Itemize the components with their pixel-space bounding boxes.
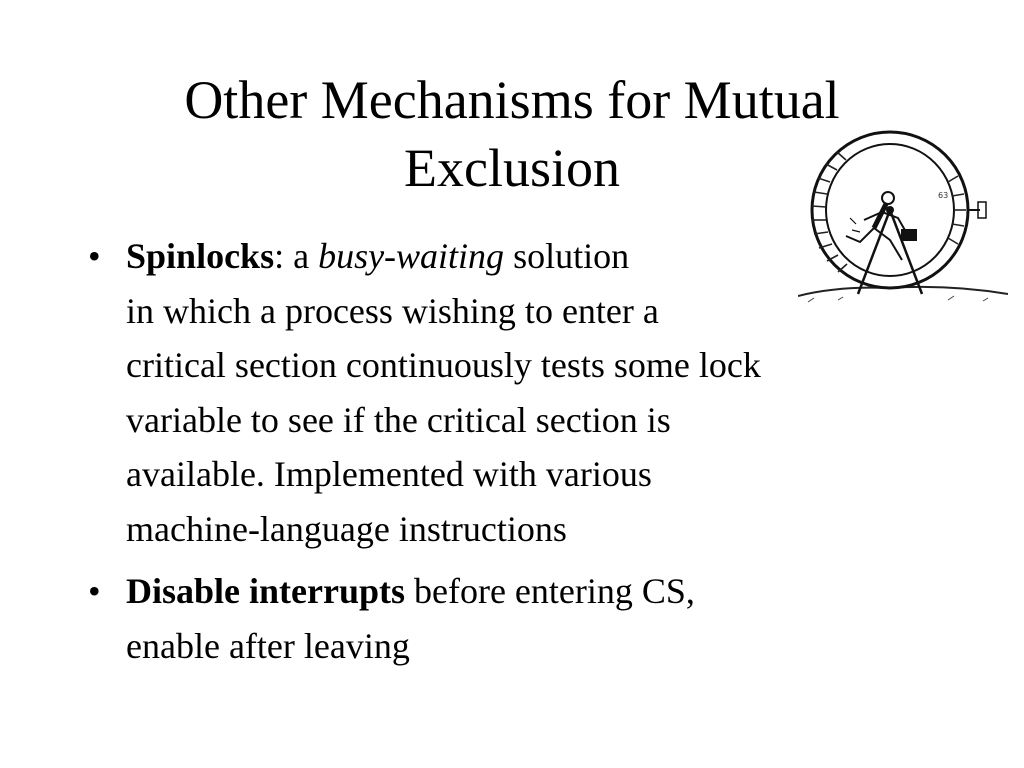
bullet-spinlocks-first-line — [126, 229, 948, 284]
bullet-marker: • — [88, 571, 101, 611]
bullet-text-line: machine-language instructions — [126, 508, 567, 549]
bullet-text-line: available. Implemented with various — [126, 454, 652, 494]
svg-text:63: 63 — [938, 191, 949, 200]
bullet-text-line: critical section continuously tests some lock — [126, 345, 761, 385]
bullet-term-disable-interrupts: Disable interrupts — [126, 571, 405, 611]
bullet-marker: • — [88, 236, 101, 276]
bullet-term-spinlocks: Spinlocks — [126, 236, 275, 276]
emphasis-busy-waiting: busy-waiting — [318, 236, 505, 276]
bullet-text-line: variable to see if the critical section is — [126, 399, 671, 440]
bullet-separator: : a — [274, 236, 319, 276]
bullet-list — [88, 229, 948, 673]
bullet-text-line: in which a process wishing to enter a — [126, 290, 659, 331]
bullet-text: solution — [504, 236, 630, 276]
bullet-disable-interrupts-first-line — [126, 564, 948, 619]
slide-title-line-2: Exclusion — [404, 138, 620, 198]
bullet-text: before entering CS, — [405, 571, 695, 611]
bullet-text-line: enable after leaving — [126, 625, 410, 666]
bullet-spinlocks — [88, 229, 948, 556]
slide-title-line-1: Other Mechanisms for Mutual — [184, 70, 840, 130]
bullet-disable-interrupts — [88, 564, 948, 673]
